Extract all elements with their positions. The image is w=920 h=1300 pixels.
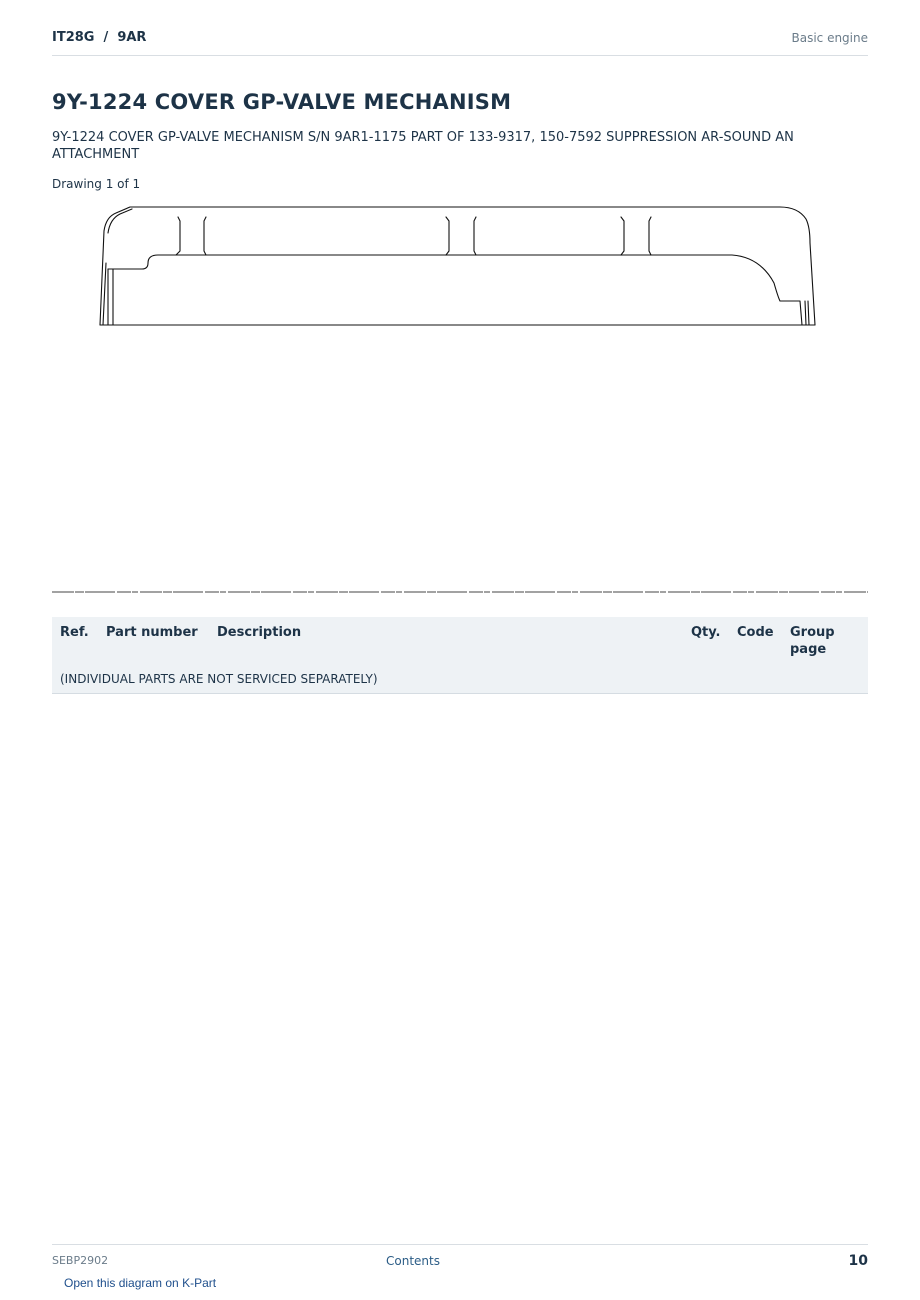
section-name: Basic engine: [791, 31, 868, 45]
document-id: SEBP2902: [52, 1254, 109, 1267]
page-header: [52, 28, 868, 56]
col-qty: Qty.: [691, 625, 721, 640]
col-part-number: Part number: [106, 625, 198, 640]
col-ref: Ref.: [60, 625, 89, 640]
service-note: (INDIVIDUAL PARTS ARE NOT SERVICED SEPARATELY): [60, 672, 378, 686]
parts-table: [52, 617, 868, 694]
col-group-page: Group page: [790, 625, 835, 657]
page-number: 10: [848, 1253, 868, 1269]
table-header: [52, 617, 868, 669]
col-description: Description: [217, 625, 302, 640]
contents-link[interactable]: Contents: [386, 1254, 440, 1268]
part-drawing: [96, 203, 820, 329]
kpart-link[interactable]: Open this diagram on K-Part: [64, 1276, 217, 1290]
drawing-separator: [52, 589, 868, 595]
drawing-counter: Drawing 1 of 1: [52, 177, 141, 191]
page-footer: [52, 1244, 868, 1275]
col-code: Code: [737, 625, 774, 640]
page-title: 9Y-1224 COVER GP-VALVE MECHANISM: [52, 90, 512, 114]
breadcrumb: IT28G / 9AR: [52, 30, 147, 45]
part-description: 9Y-1224 COVER GP-VALVE MECHANISM S/N 9AR1-1175 PART OF 133-9317, 150-7592 SUPPRESSION AR-SOUND AN ATTACHMENT: [52, 130, 794, 162]
table-row: [52, 669, 868, 693]
